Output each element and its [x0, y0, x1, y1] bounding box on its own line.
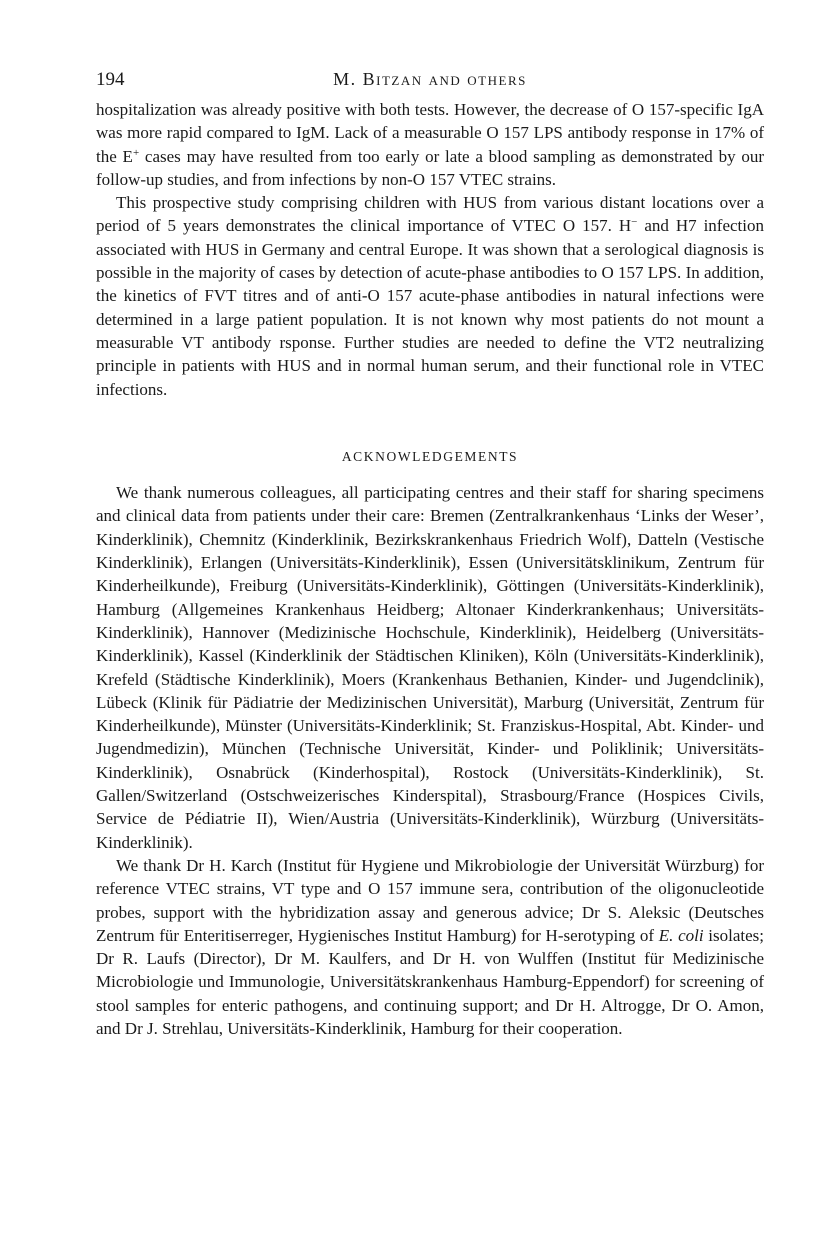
- superscript: −: [631, 216, 638, 229]
- superscript: +: [132, 146, 140, 159]
- text-run: We thank Dr H. Karch (Institut für Hygiene und Mikrobiologie der Universität Würzburg) for reference VTEC strains, VT type and O 157 immune sera, contribution of the oligonucleotide probes, support with the hybridization assay and generous advice; Dr S. Aleksic (Deutsches Zentrum für Enteritiserreger, Hygienisches Institut Hamburg) for H-serotyping of: [96, 855, 764, 945]
- italic-term: E. coli: [658, 925, 704, 945]
- section-heading: ACKNOWLEDGEMENTS: [341, 448, 519, 464]
- text-run: and H7 infection associated with HUS in Germany and central Europe. It was shown that a serological diagnosis is possible in the majority of cases by detection of acute-phase antibodies to O 157 LPS. In addition, the kinetics of FVT titres and of anti-O 157 acute-phase antibodies in natural infections were determined in a large patient population. It is not known why most patients do not mount a measurable VT antibody rsponse. Further studies are needed to define the VT2 neutralizing principle in patients with HUS and in normal human serum, and their functional role in VTEC infections.: [96, 216, 764, 399]
- text-run: isolates; Dr R. Laufs (Director), Dr M. Kaulfers, and Dr H. von Wulffen (Institut für Medizinische Microbiologie und Immunologie, Universitätskrankenhaus Hamburg-Eppendorf) for screening of stool samples for enteric pathogens, and continuing support; and Dr H. Altrogge, Dr O. Amon, and Dr J. Strehlau, Universitäts-Kinderklinik, Hamburg for their cooperation.: [96, 925, 764, 1038]
- running-title: M. Bitzan and others: [333, 69, 527, 89]
- body-paragraph-continued: [96, 98, 764, 191]
- page-number: 194: [96, 69, 125, 90]
- body-paragraph: [96, 191, 764, 401]
- page-header: [96, 68, 764, 96]
- acknowledgements-paragraph: [96, 854, 764, 1040]
- acknowledgements-paragraph: We thank numerous colleagues, all participating centres and their staff for sharing specimens and clinical data from patients under their care: Bremen (Zentralkrankenhaus ‘Links der Weser’, Kinderklinik), Chemnitz (Kinderklinik, Bezirkskrankenhaus Friedrich Wolf), Datteln (Vestische Kinderklinik), Erlangen (Universitäts-Kinderklinik), Essen (Universitätsklinikum, Zentrum für Kinderheilkunde), Freiburg (Universitäts-Kinderklinik), Göttingen (Universitäts-Kinderklinik), Hamburg (Allgemeines Krankenhaus Heidberg; Altonaer Kinderkrankenhaus; Universitäts-Kinderklinik), Hannover (Medizinische Hochschule, Kinderklinik), Heidelberg (Universitäts-Kinderklinik), Kassel (Kinderklinik der Städtischen Kliniken), Köln (Universitäts-Kinderklinik), Krefeld (Städtische Kinderklinik), Moers (Krankenhaus Bethanien, Kinder- und Jugendclinik), Lübeck (Klinik für Pädiatrie der Medizinischen Universität), Marburg (Universität, Zentrum für Kinderheilkunde), Münster (Universitäts-Kinderklinik; St. Franziskus-Hospital, Abt. Kinder- und Jugendmedizin), München (Technische Universität, Kinder- und Poliklinik; Universitäts-Kinderklinik), Osnabrück (Kinderhospital), Rostock (Universitäts-Kinderklinik), St. Gallen/Switzerland (Ostschweizerisches Kinderspital), Strasbourg/France (Hospices Civils, Service de Pédiatrie II), Wien/Austria (Universitäts-Kinderklinik), Würzburg (Universitäts-Kinderklinik).: [96, 483, 764, 852]
- text-run: hospitalization was already positive with both tests. However, the decrease of O 157-specific IgA was more rapid compared to IgM. Lack of a measurable O 157 LPS antibody response in 17% of the E: [96, 100, 764, 166]
- text-run: cases may have resulted from too early or late a blood sampling as demonstrated by our follow-up studies, and from infections by non-O 157 VTEC strains.: [96, 146, 764, 189]
- text-run: This prospective study comprising children with HUS from various distant locations over a period of 5 years demonstrates the clinical importance of VTEC O 157. H: [96, 193, 764, 236]
- page: [96, 68, 764, 1040]
